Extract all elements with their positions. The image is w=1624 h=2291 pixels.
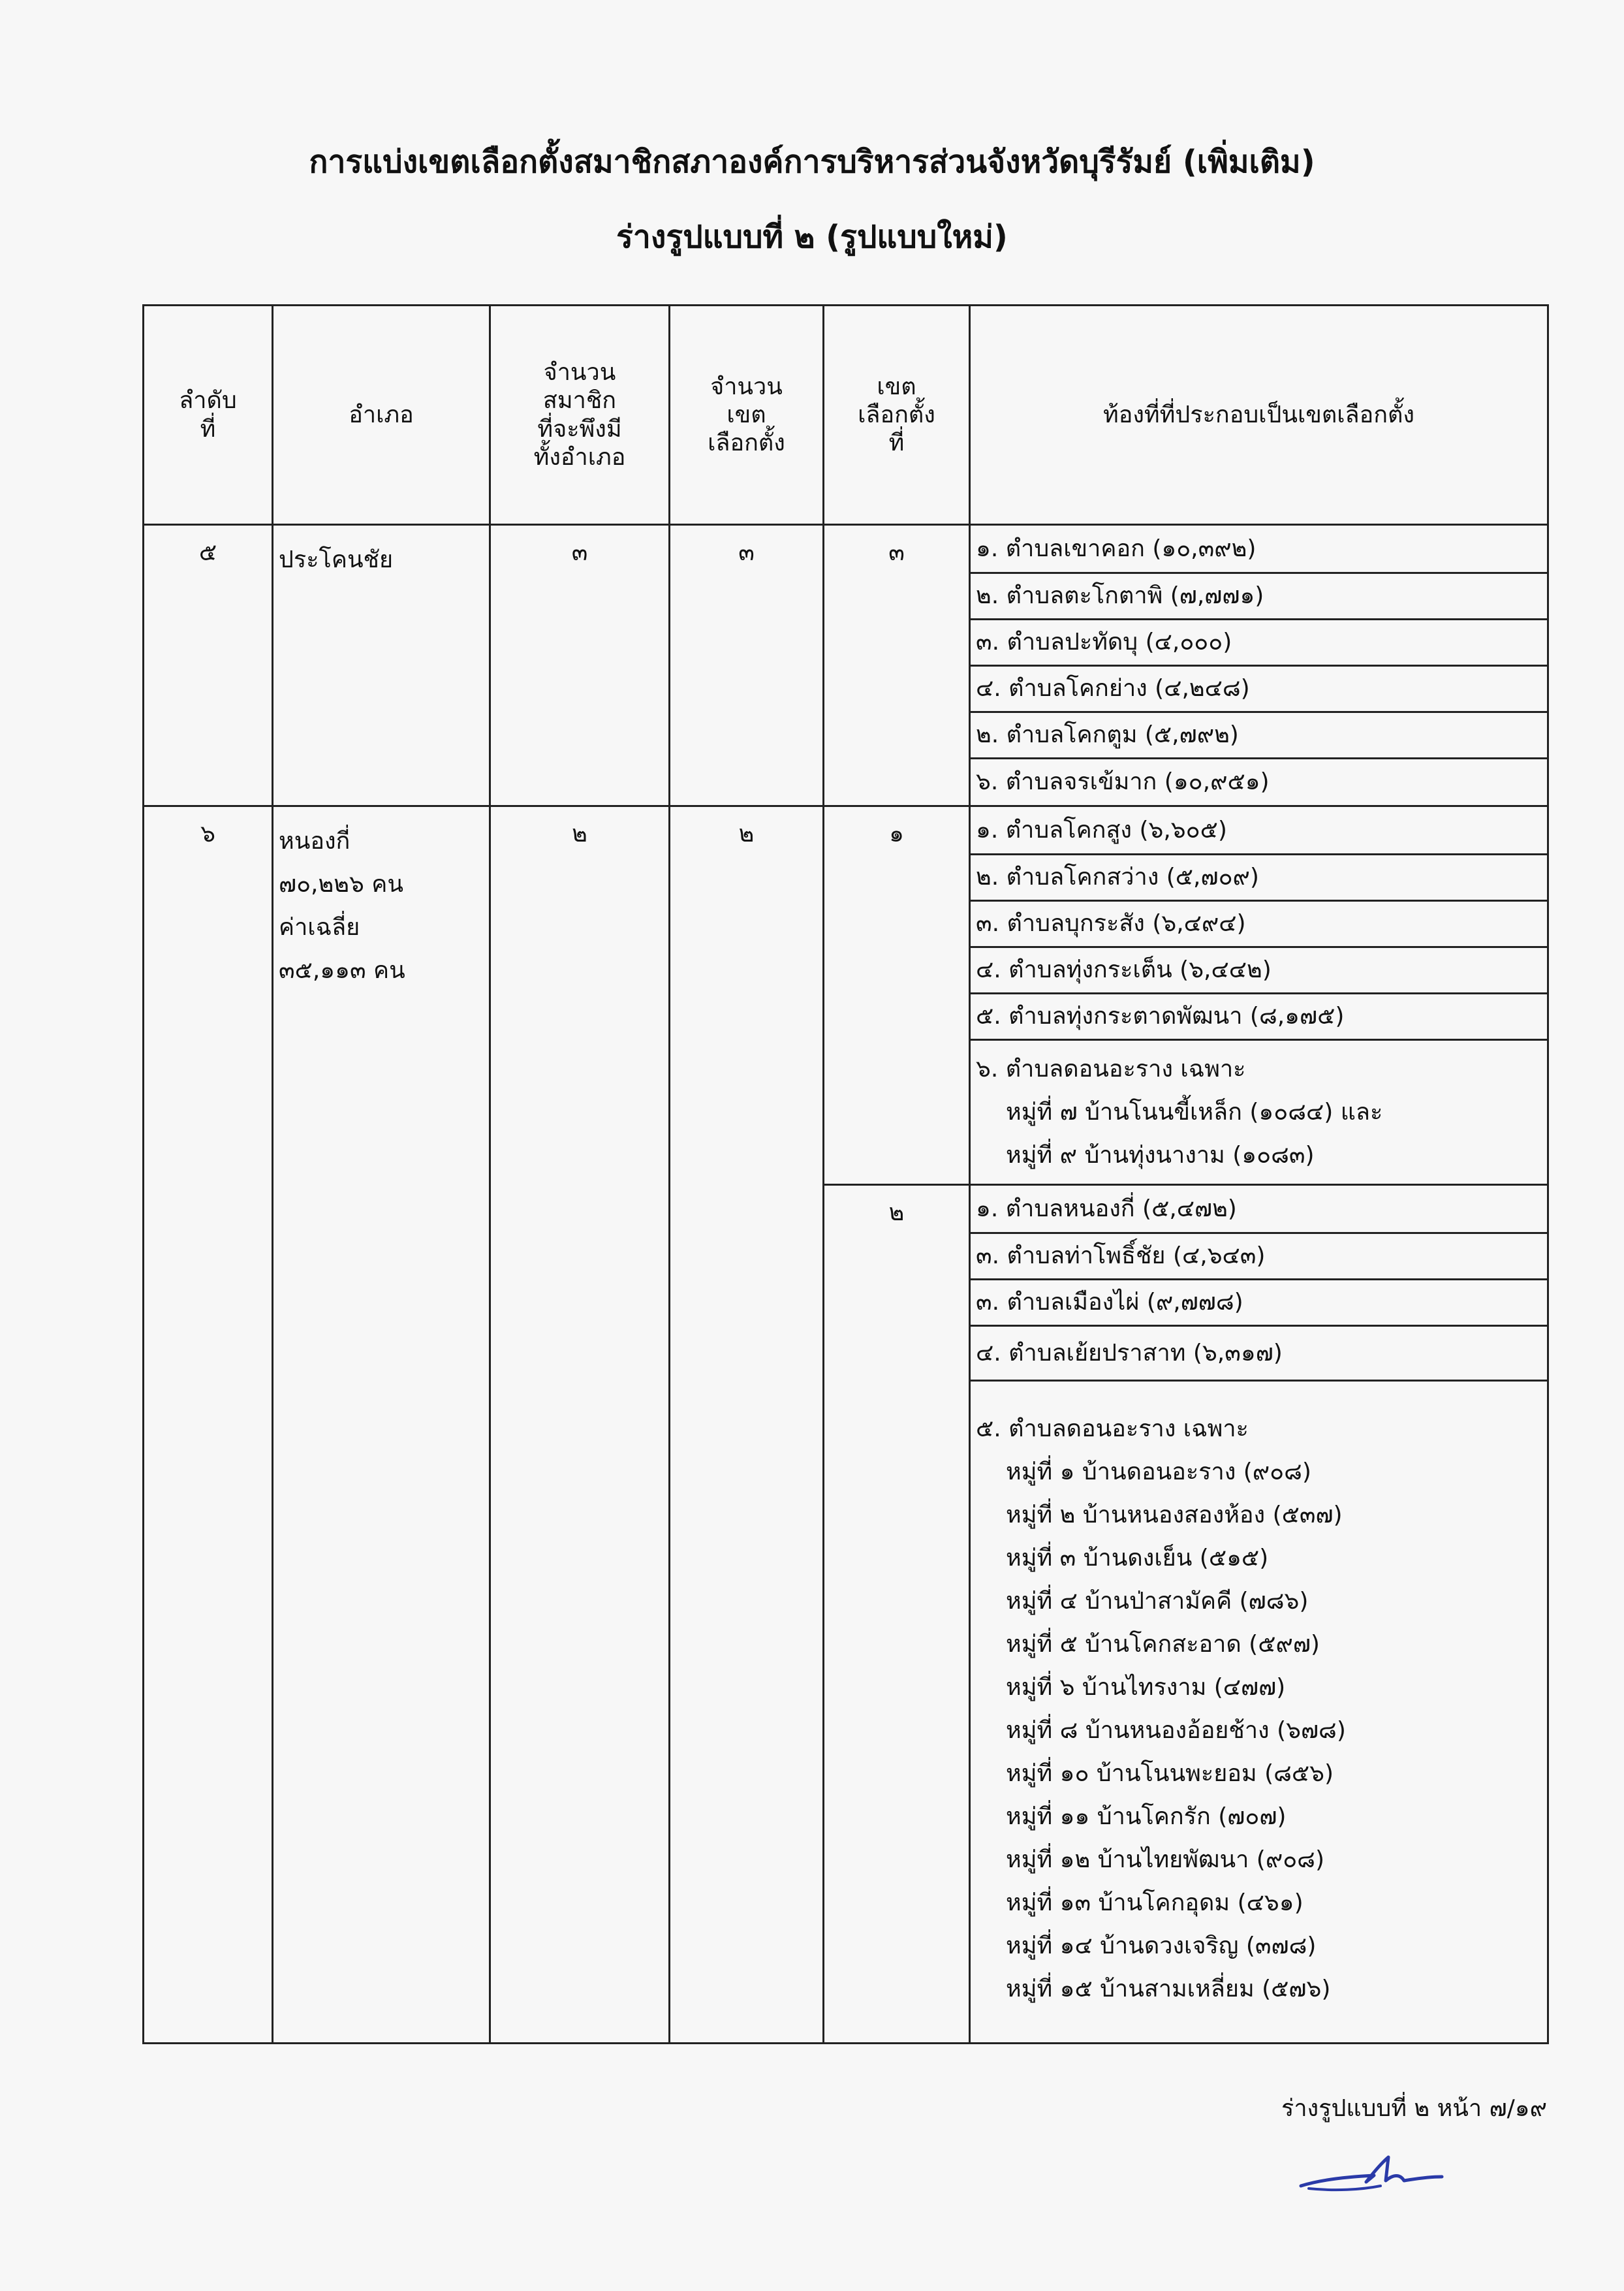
zone-number-cell: ๑ bbox=[824, 806, 970, 1185]
order-cell: ๖ bbox=[144, 806, 273, 2044]
area-item: ๑. ตำบลเขาคอก (๑๐,๓๙๒) bbox=[976, 535, 1257, 562]
table-row bbox=[144, 525, 1548, 806]
area-item: ๔. ตำบลโคกย่าง (๔,๒๔๘) bbox=[971, 665, 1547, 711]
area-item: ๔. ตำบลเย้ยปราสาท (๖,๓๑๗) bbox=[971, 1325, 1547, 1380]
area-item: ๕. ตำบลทุ่งกระตาดพัฒนา (๘,๑๗๕) bbox=[971, 992, 1547, 1039]
districts-table bbox=[142, 304, 1549, 2044]
area-item: ๑. ตำบลหนองกี่ (๕,๔๗๒) bbox=[976, 1195, 1237, 1222]
document-title: การแบ่งเขตเลือกตั้งสมาชิกสภาองค์การบริหารส่วนจังหวัดบุรีรัมย์ (เพิ่มเติม) bbox=[309, 144, 1315, 180]
area-item: ๒. ตำบลตะโกตาพิ (๗,๗๗๑) bbox=[971, 572, 1547, 618]
table-header-row bbox=[144, 306, 1548, 525]
areas-cell bbox=[970, 806, 1548, 1185]
header-members: จำนวน สมาชิก ที่จะพึงมี ทั้งอำเภอ bbox=[490, 306, 670, 525]
members-cell: ๒ bbox=[490, 806, 670, 2044]
signature-mark bbox=[1296, 2148, 1446, 2200]
districts-table-container bbox=[142, 304, 1547, 2036]
area-item: ๖. ตำบลจรเข้มาก (๑๐,๙๕๑) bbox=[971, 757, 1547, 805]
header-district: อำเภอ bbox=[273, 306, 490, 525]
table-row bbox=[144, 806, 1548, 1185]
area-item: ๔. ตำบลทุ่งกระเต็น (๖,๔๔๒) bbox=[971, 946, 1547, 992]
order-cell: ๕ bbox=[144, 525, 273, 806]
area-item: ๕. ตำบลดอนอะราง เฉพาะ หมู่ที่ ๑ บ้านดอนอะราง (๙๐๘) หมู่ที่ ๒ บ้านหนองสองห้อง (๕๓๗) หมู่ที่ ๓ บ้านดงเย็น (๕๑๕) หมู่ที่ ๔ บ้านป่าสามัคคี (๗๘๖) หมู่ที่ ๕ บ้านโคกสะอาด (๕๙๗) หมู่ที่ ๖ บ้านไทรงาม (๔๗๗) หมู่ที่ ๘ บ้านหนองอ้อยช้าง (๖๗๘) หมู่ที่ ๑๐ บ้านโนนพะยอม (๘๕๖) หมู่ที่ ๑๑ บ้านโคกรัก (๗๐๗) หมู่ที่ ๑๒ บ้านไทยพัฒนา (๙๐๘) หมู่ที่ ๑๓ บ้านโคกอุดม (๔๖๑) หมู่ที่ ๑๔ บ้านดวงเจริญ (๓๗๘) หมู่ที่ ๑๕ บ้านสามเหลี่ยม (๕๗๖) bbox=[971, 1380, 1547, 2042]
area-item: ๓. ตำบลบุกระสัง (๖,๔๙๔) bbox=[971, 900, 1547, 946]
areas-cell bbox=[970, 1185, 1548, 2044]
district-cell: หนองกี่ ๗๐,๒๒๖ คน ค่าเฉลี่ย ๓๕,๑๑๓ คน bbox=[273, 806, 490, 2044]
area-item: ๓. ตำบลเมืองไผ่ (๙,๗๗๘) bbox=[971, 1278, 1547, 1325]
area-item: ๖. ตำบลดอนอะราง เฉพาะ หมู่ที่ ๗ บ้านโนนขี้เหล็ก (๑๐๘๔) และ หมู่ที่ ๙ บ้านทุ่งนางาม (๑๐๘๓) bbox=[971, 1039, 1547, 1184]
zone-number-cell: ๒ bbox=[824, 1185, 970, 2044]
area-item: ๓. ตำบลท่าโพธิ์ชัย (๔,๖๔๓) bbox=[971, 1232, 1547, 1278]
zone-count-cell: ๓ bbox=[670, 525, 824, 806]
area-item: ๓. ตำบลปะทัดบุ (๔,๐๐๐) bbox=[971, 618, 1547, 665]
area-item: ๒. ตำบลโคกตูม (๕,๗๙๒) bbox=[971, 711, 1547, 757]
zone-number-cell: ๓ bbox=[824, 525, 970, 806]
areas-cell bbox=[970, 525, 1548, 806]
district-cell: ประโคนชัย bbox=[273, 525, 490, 806]
members-cell: ๓ bbox=[490, 525, 670, 806]
header-order: ลำดับ ที่ bbox=[144, 306, 273, 525]
zone-count-cell: ๒ bbox=[670, 806, 824, 2044]
area-item: ๑. ตำบลโคกสูง (๖,๖๐๕) bbox=[976, 816, 1227, 844]
area-item: ๒. ตำบลโคกสว่าง (๕,๗๐๙) bbox=[971, 853, 1547, 900]
header-zone-count: จำนวน เขต เลือกตั้ง bbox=[670, 306, 824, 525]
header-areas: ท้องที่ที่ประกอบเป็นเขตเลือกตั้ง bbox=[970, 306, 1548, 525]
page-number-label: ร่างรูปแบบที่ ๒ หน้า ๗/๑๙ bbox=[1281, 2095, 1547, 2122]
document-subtitle: ร่างรูปแบบที่ ๒ (รูปแบบใหม่) bbox=[616, 219, 1008, 255]
header-zone-number: เขต เลือกตั้ง ที่ bbox=[824, 306, 970, 525]
